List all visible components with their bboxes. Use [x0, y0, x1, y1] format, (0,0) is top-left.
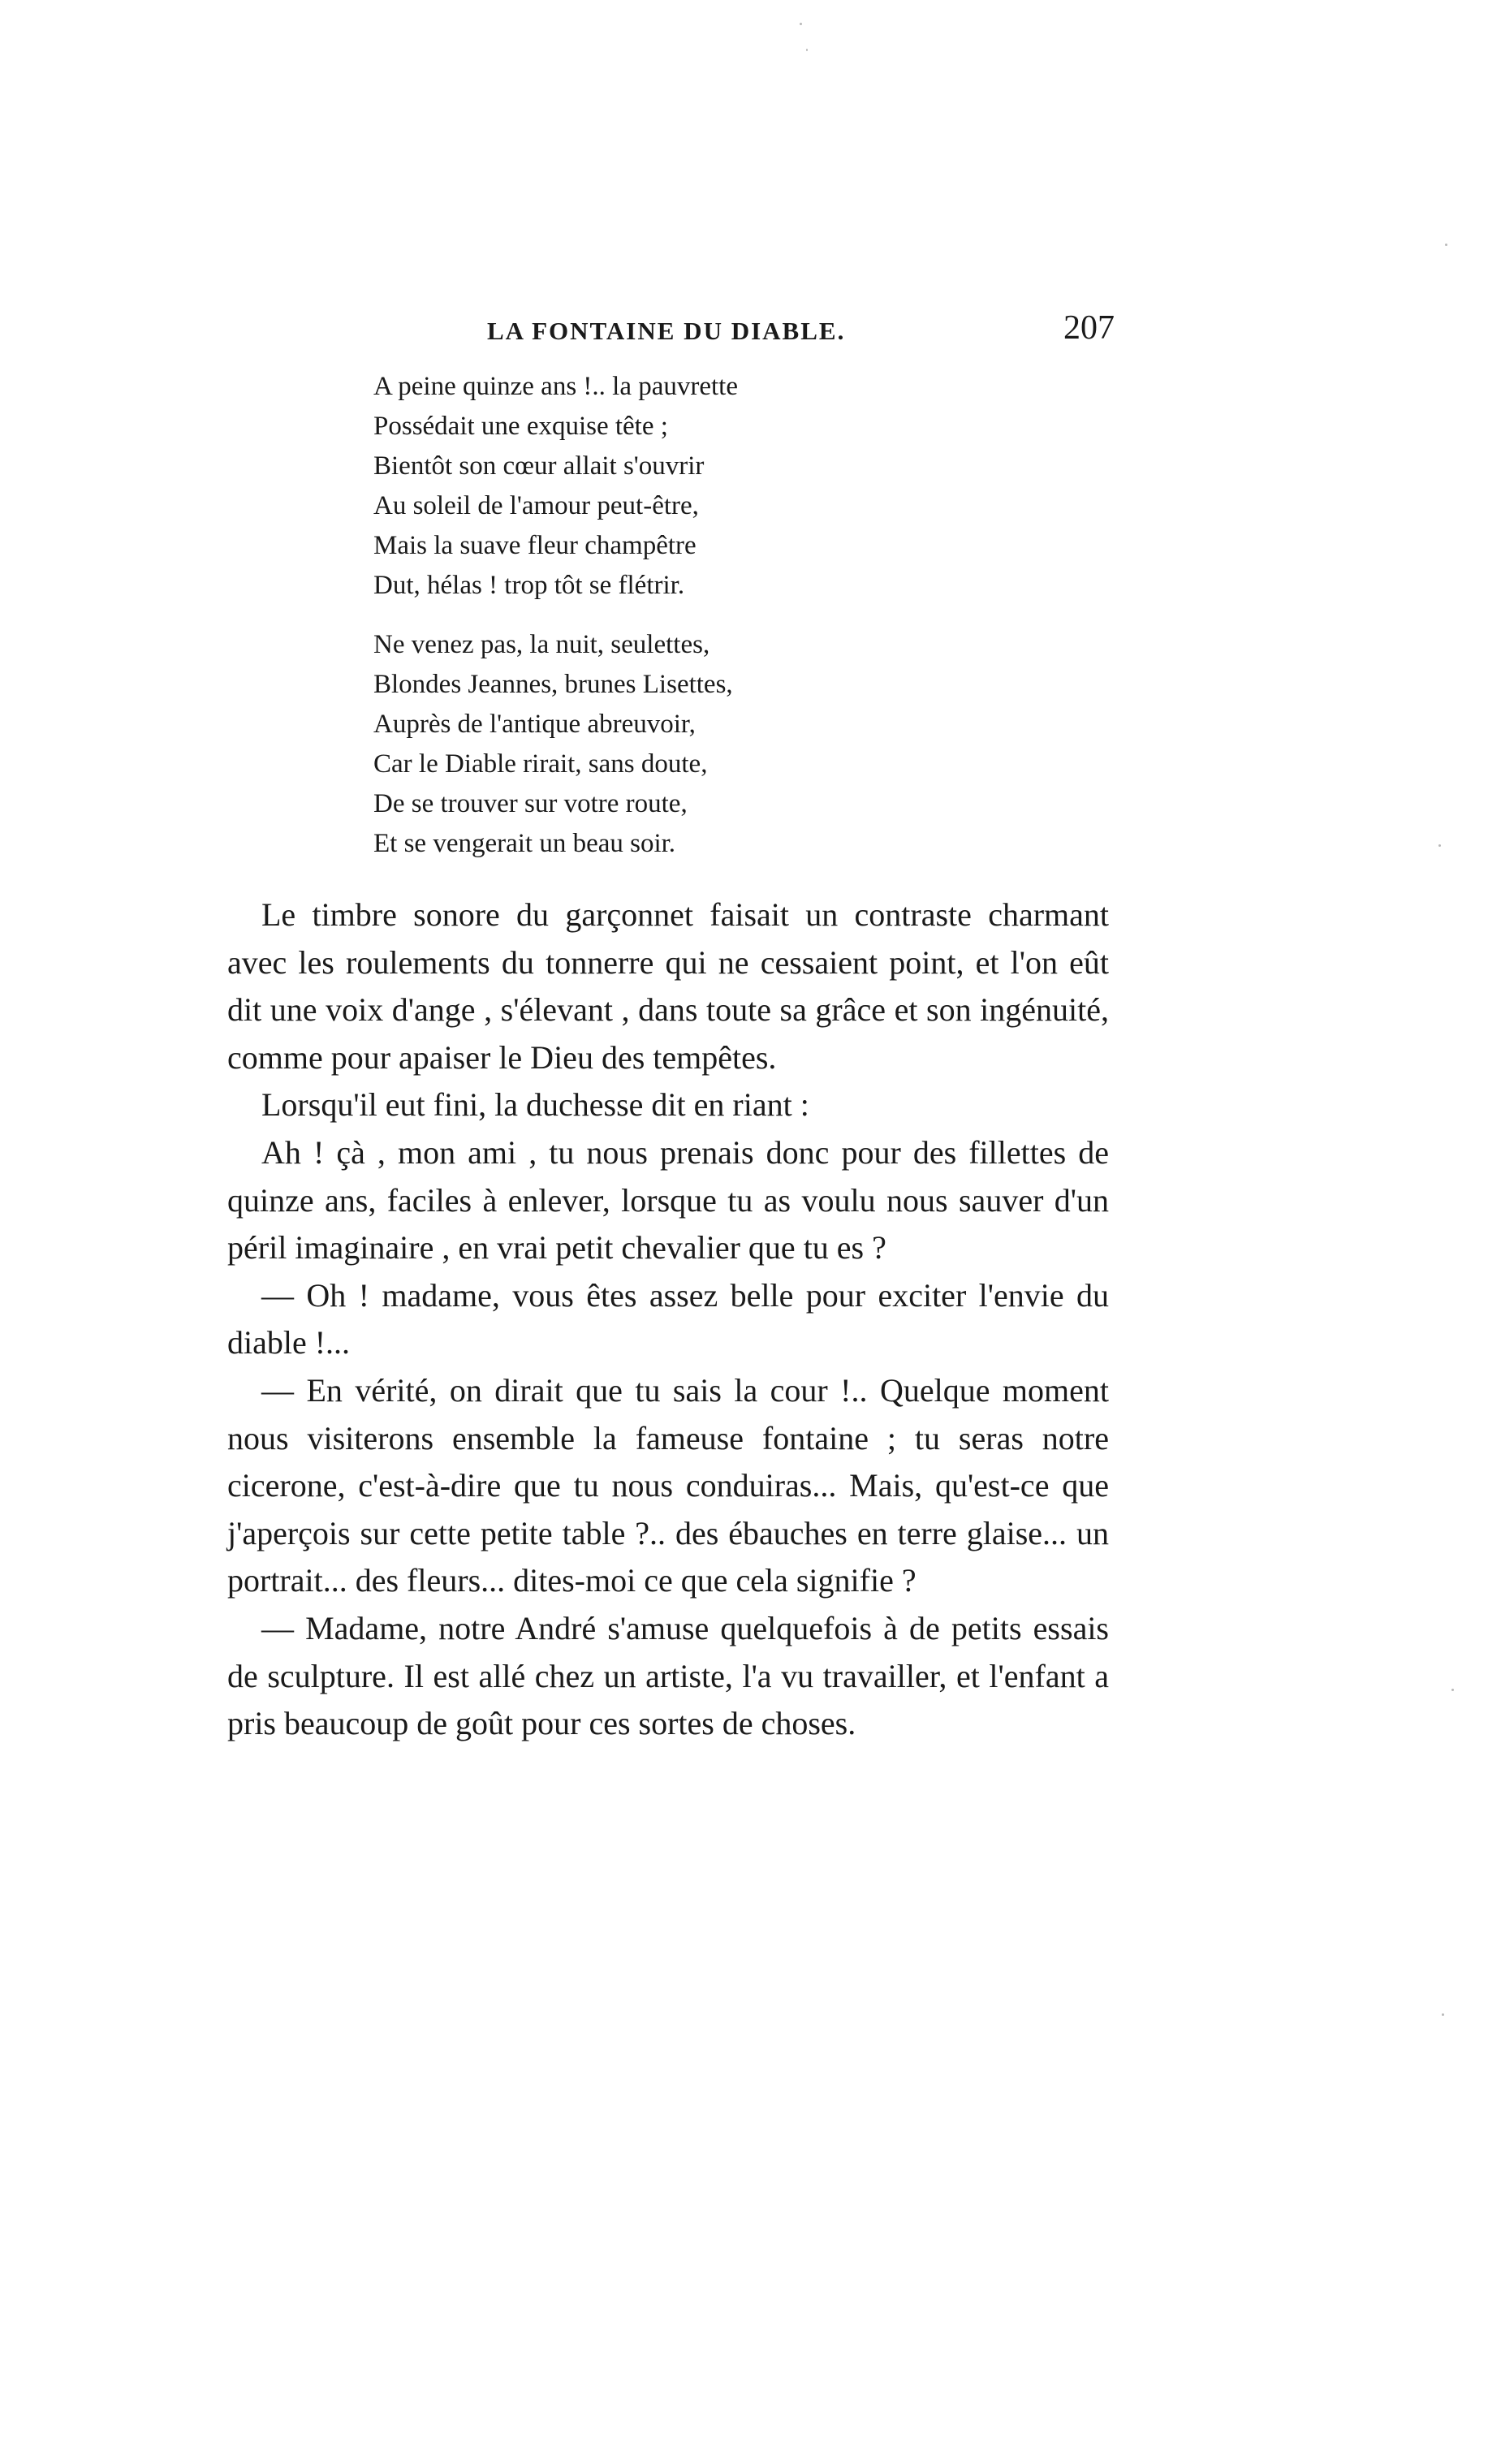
verse-line: Et se vengerait un beau soir.: [373, 829, 676, 858]
verse-line: Bientôt son cœur allait s'ouvrir: [373, 451, 705, 481]
prose-body: [227, 891, 1109, 1748]
verse-line: Mais la suave fleur champêtre: [373, 531, 697, 560]
verse-line: A peine quinze ans !.. la pauvrette: [373, 372, 738, 401]
poem-stanza-1: [373, 367, 738, 606]
poem-stanza-2: [373, 625, 733, 864]
scan-speckle: [800, 23, 802, 25]
verse-line: De se trouver sur votre route,: [373, 789, 688, 818]
verse-line: Au soleil de l'amour peut-être,: [373, 491, 699, 520]
scan-speckle: [1451, 1689, 1454, 1691]
scan-speckle: [806, 49, 808, 51]
paragraph: Ah ! çà , mon ami , tu nous prenais donc pour des fillettes de quinze ans, faciles à enlever, lorsque tu as voulu nous sauver d'un péril imaginaire , en vrai petit chevalier que tu es ?: [227, 1133, 1109, 1267]
paragraph: — Oh ! madame, vous êtes assez belle pour exciter l'envie du diable !...: [227, 1276, 1109, 1361]
paragraph: — Madame, notre André s'amuse quelquefois à de petits essais de sculpture. Il est allé chez un artiste, l'a vu travailler, et l'enfant a pris beaucoup de goût pour ces sortes de choses.: [227, 1609, 1109, 1742]
verse-line: Auprès de l'antique abreuvoir,: [373, 710, 696, 739]
verse-line: Dut, hélas ! trop tôt se flétrir.: [373, 571, 685, 600]
scan-speckle: [1445, 244, 1447, 246]
scan-speckle: [1442, 2013, 1444, 2016]
paragraph: Le timbre sonore du garçonnet faisait un contraste charmant avec les roulements du tonnerre qui ne cessaient point, et l'on eût dit une voix d'ange , s'élevant , dans toute sa grâce et son ingénuité, comme pour apaiser le Dieu des tempêtes.: [227, 896, 1109, 1076]
paragraph: Lorsqu'il eut fini, la duchesse dit en riant :: [261, 1086, 809, 1124]
scan-speckle: [1438, 844, 1441, 847]
page-number: 207: [1063, 309, 1115, 347]
verse-line: Ne venez pas, la nuit, seulettes,: [373, 630, 710, 659]
verse-line: Blondes Jeannes, brunes Lisettes,: [373, 670, 733, 699]
running-title: LA FONTAINE DU DIABLE.: [487, 317, 846, 345]
paragraph: — En vérité, on dirait que tu sais la cour !.. Quelque moment nous visiterons ensemble la fameuse fontaine ; tu seras notre cicerone, c'est-à-dire que tu nous conduiras... Mais, qu'est-ce que j'aperçois sur cette petite table ?.. des ébauches en terre glaise... un portrait... des fleurs... dites-moi ce que cela signifie ?: [227, 1371, 1109, 1599]
verse-line: Car le Diable rirait, sans doute,: [373, 749, 708, 779]
verse-line: Possédait une exquise tête ;: [373, 412, 668, 441]
